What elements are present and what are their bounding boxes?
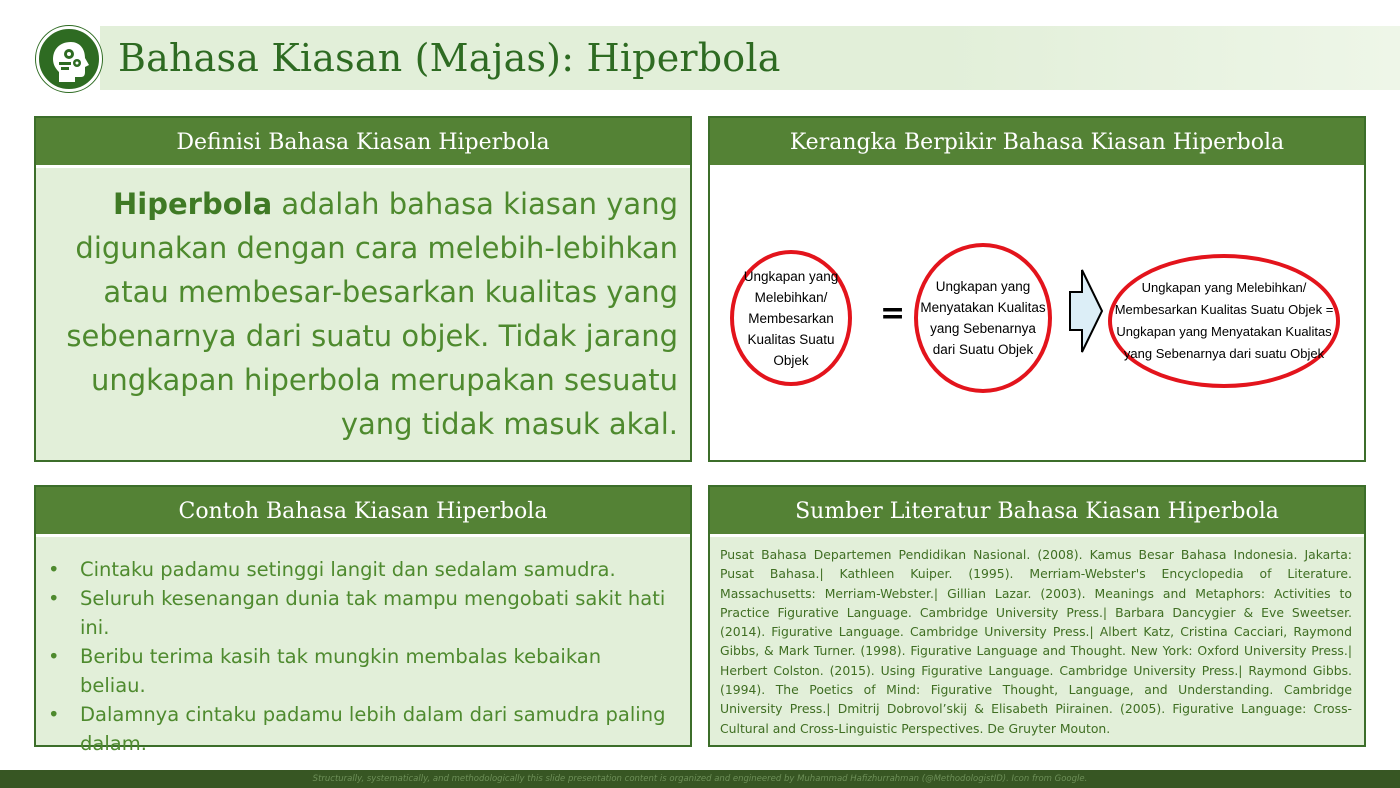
sources-text: Pusat Bahasa Departemen Pendidikan Nasional. (2008). Kamus Besar Bahasa Indonesia. Jakarta: Pusat Bahasa.| Kathleen Kuiper. (1995). Merriam-Webster's Encyclopedia of Literature. Massachusetts: Merriam-Webster.| Gillian Lazar. (2003). Meanings and Metaphors: Activities to Practice Figurative Language. Cambridge University Press.| Barbara Dancygier & Eve Sweetser. (2014). Figurative Language. Cambridge University Press.| Albert Katz, Cristina Cacciari, Raymond Gibbs, & Mark Turner. (1998). Figurative Language and Thought. New York: Oxford University Press.| Herbert Colston. (2015). Using Figurative Language. Cambridge University Press.| Raymond Gibbs. (1994). The Poetics of Mind: Figurative Thought, Language, and Understanding. Cambridge University Press.| Dmitrij Dobrovol’skij & Elisabeth Piirainen. (2005). Figurative Language: Cross-Cultural and Cross-Linguistic Perspectives. De Gruyter Mouton. [720,547,1352,736]
examples-panel [34,485,692,755]
framework-node-exaggerated [730,250,852,386]
framework-panel [708,116,1366,462]
list-item: • Seluruh kesenangan dunia tak mampu mengobati sakit hati ini. [48,584,670,642]
examples-heading: Contoh Bahasa Kiasan Hiperbola [36,487,690,537]
definition-description: adalah bahasa kiasan yang digunakan dengan cara melebih-lebihkan atau membesar-besarkan kualitas yang sebenarnya dari suatu objek. Tidak jarang ungkapan hiperbola merupakan sesuatu yang tidak masuk akal. [66,187,678,441]
framework-node-actual-label: Ungkapan yang Menyatakan Kualitas yang Sebenarnya dari Suatu Objek [920,279,1046,357]
examples-list [36,537,690,758]
definition-panel [34,116,692,462]
framework-node-exaggerated-label: Ungkapan yang Melebihkan/ Membesarkan Kualitas Suatu Objek [743,268,839,368]
framework-node-actual [914,243,1052,393]
sources-heading: Sumber Literatur Bahasa Kiasan Hiperbola [710,487,1364,537]
right-arrow-icon [1068,268,1104,354]
head-gears-icon [36,26,102,92]
definition-term: Hiperbola [113,187,273,221]
definition-text [36,168,690,446]
equals-sign: = [880,296,906,331]
framework-node-result [1108,254,1340,388]
page-title: Bahasa Kiasan (Majas): Hiperbola [118,36,781,80]
list-item: • Dalamnya cintaku padamu lebih dalam dari samudra paling dalam. [48,700,670,758]
footer-credit: Structurally, systematically, and methodologically this slide presentation content is organized and engineered by Muhammad Hafizhurrahman (@MethodologistID). Icon from Google. [0,770,1400,788]
list-item: • Cintaku padamu setinggi langit dan sedalam samudra. [48,555,670,584]
framework-heading: Kerangka Berpikir Bahasa Kiasan Hiperbola [710,118,1364,168]
list-item: • Beribu terima kasih tak mungkin membalas kebaikan beliau. [48,642,670,700]
framework-node-result-label: Ungkapan yang Melebihkan/ Membesarkan Kualitas Suatu Objek = Ungkapan yang Menyatakan Kualitas yang Sebenarnya dari suatu Objek [1114,280,1334,361]
sources-panel [708,485,1366,747]
definition-heading: Definisi Bahasa Kiasan Hiperbola [36,118,690,168]
